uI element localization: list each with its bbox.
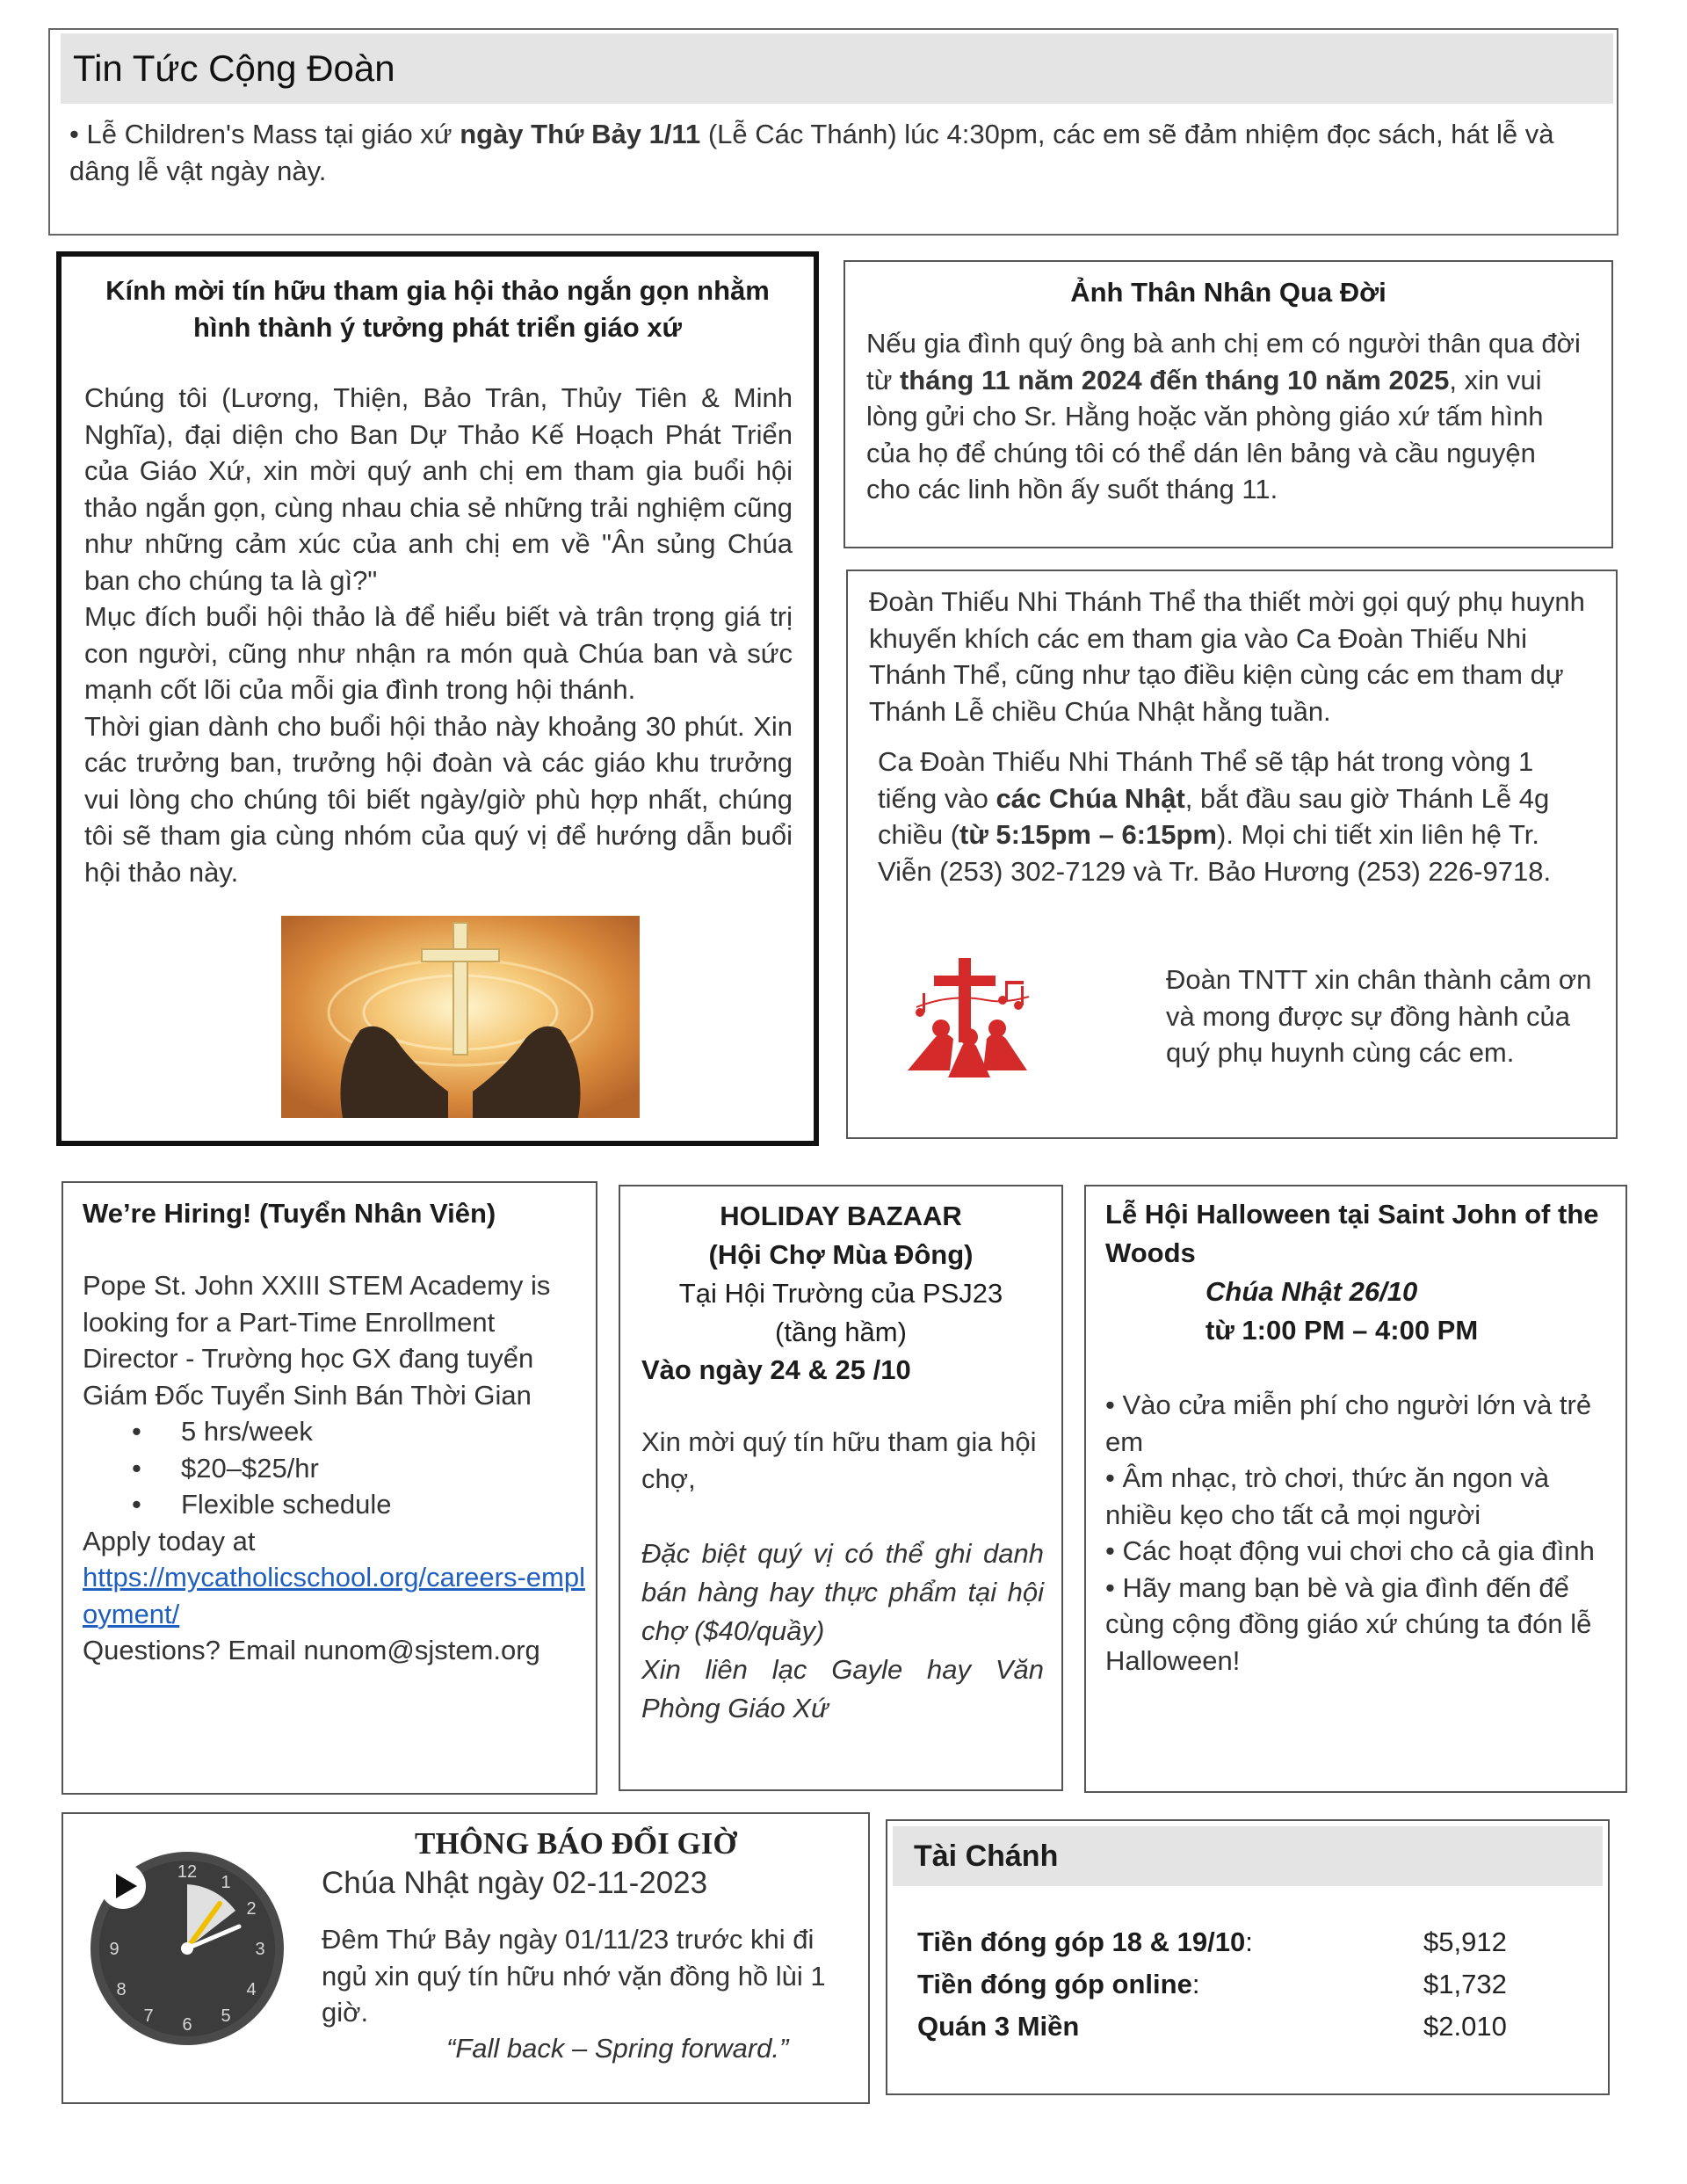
finance-value: $2.010 — [1423, 2011, 1507, 2042]
clock-number: 2 — [246, 1899, 257, 1919]
bazaar-title: HOLIDAY BAZAAR — [720, 1201, 962, 1231]
hiring-questions: Questions? Email nunom@sjstem.org — [83, 1635, 540, 1665]
hiring-apply-label: Apply today at — [83, 1525, 256, 1556]
bazaar-venue: Tại Hội Trường của PSJ23 (tầng hầm) — [678, 1278, 1003, 1347]
memorial-title: Ảnh Thân Nhân Qua Đời — [1070, 277, 1387, 308]
clock-number: 3 — [255, 1940, 265, 1959]
time-change-text: Đêm Thứ Bảy ngày 01/11/23 trước khi đi ngủ xin quý tín hữu nhớ vặn đồng hồ lùi 1 giờ. — [322, 1924, 826, 2028]
list-item: • Âm nhạc, trò chơi, thức ăn ngon và nhiều kẹo cho tất cả mọi người — [1105, 1462, 1550, 1530]
halloween-details — [1105, 1387, 1606, 1679]
memorial-photos-box — [844, 260, 1613, 548]
list-item: • Vào cửa miễn phí cho người lớn và trẻ em — [1105, 1389, 1592, 1457]
bazaar-vendor-info: Đặc biệt quý vị có thể ghi danh bán hàng hay thực phẩm tại hội chợ ($40/quầy) Xin liên lạc Gayle hay Văn Phòng Giáo Xứ — [641, 1538, 1044, 1723]
hiring-intro: Pope St. John XXIII STEM Academy is looking for a Part-Time Enrollment Director - Trường học GX đang tuyển Giám Đốc Tuyển Sinh Bán Thời Gian — [83, 1270, 551, 1411]
clock-number: 9 — [109, 1940, 119, 1959]
workshop-invitation-box — [56, 251, 819, 1146]
workshop-title: Kính mời tín hữu tham gia hội thảo ngắn gọn nhằm hình thành ý tưởng phát triển giáo xứ — [105, 275, 770, 343]
memorial-text: Nếu gia đình quý ông bà anh chị em có người thân qua đời từ tháng 11 năm 2024 đến tháng 10 năm 2025, xin vui lòng gửi cho Sr. Hằng hoặc văn phòng giáo xứ tấm hình của họ để chúng tôi có thể dán lên bảng và cầu nguyện cho các linh hồn ấy suốt tháng 11. — [866, 328, 1581, 504]
hiring-title: We’re Hiring! (Tuyển Nhân Viên) — [83, 1198, 496, 1229]
clock-icon — [88, 1849, 286, 2048]
time-change-quote: “Fall back – Spring forward.” — [446, 2033, 789, 2064]
workshop-paragraph: Mục đích buổi hội thảo là để hiểu biết và trân trọng giá trị con người, cũng như nhận ra món quà Chúa ban và sức mạnh cốt lõi của mỗi gia đình trong hội thánh. — [84, 601, 793, 705]
clock-number: 12 — [177, 1862, 198, 1882]
community-news-title: Tin Tức Cộng Đoàn — [61, 33, 1613, 104]
halloween-title: Lễ Hội Halloween tại Saint John of the Woods — [1105, 1199, 1599, 1268]
halloween-festival-box — [1084, 1185, 1627, 1793]
clock-number: 6 — [182, 2015, 192, 2035]
bazaar-header — [620, 1197, 1061, 1352]
finance-value: $5,912 — [1423, 1926, 1507, 1957]
tntt-choir-logo-icon — [899, 958, 1036, 1081]
finance-value: $1,732 — [1423, 1969, 1507, 1999]
bazaar-date: Vào ngày 24 & 25 /10 — [641, 1354, 911, 1385]
clock-number: 7 — [143, 2006, 154, 2026]
clock-number: 4 — [246, 1980, 257, 1999]
clock-number: 5 — [221, 2006, 231, 2026]
list-item: • Các hoạt động vui chơi cho cả gia đình — [1105, 1535, 1595, 1566]
cross-hands-image — [281, 916, 640, 1118]
holiday-bazaar-box — [619, 1185, 1063, 1791]
halloween-datetime: Chúa Nhật 26/10 từ 1:00 PM – 4:00 PM — [1206, 1276, 1479, 1346]
workshop-paragraph: Chúng tôi (Lương, Thiện, Bảo Trân, Thủy Tiên & Minh Nghĩa), đại diện cho Ban Dự Thảo Kế Hoạch Phát Triển của Giáo Xứ, xin mời quý anh chị em tham gia buổi hội thảo ngắn gọn, cùng nhau chia sẻ những trải nghiệm cũng như những cảm xúc của anh chị em về "Ân sủng Chúa ban cho chúng ta là gì?" — [84, 382, 793, 596]
clock-number: 1 — [221, 1873, 231, 1892]
bullet: • — [69, 119, 79, 149]
list-item: • $20–$25/hr — [181, 1450, 587, 1487]
community-news-box — [48, 28, 1618, 236]
hiring-benefits-list — [83, 1413, 587, 1523]
time-change-date: Chúa Nhật ngày 02-11-2023 — [322, 1866, 708, 1900]
list-item: • 5 hrs/week — [181, 1413, 587, 1450]
time-change-title: THÔNG BÁO ĐỔI GIỜ — [415, 1826, 737, 1861]
careers-link[interactable]: https://mycatholicschool.org/careers-employment/ — [83, 1562, 586, 1629]
list-item: • Hãy mang bạn bè và gia đình đến để cùng cộng đồng giáo xứ chúng ta đón lễ Halloween! — [1105, 1571, 1592, 1676]
bazaar-invite: Xin mời quý tín hữu tham gia hội chợ, — [641, 1426, 1037, 1494]
workshop-paragraph: Thời gian dành cho buổi hội thảo này khoảng 30 phút. Xin các trưởng ban, trưởng hội đoàn và các giáo khu trưởng vui lòng cho chúng tôi biết ngày/giờ phù hợp nhất, chúng tôi sẽ tham gia cùng nhóm của quý vị để hướng dẫn buổi hội thảo này. — [84, 710, 793, 888]
hiring-body — [83, 1267, 587, 1669]
tntt-practice-text: Ca Đoàn Thiếu Nhi Thánh Thể sẽ tập hát trong vòng 1 tiếng vào các Chúa Nhật, bắt đầu sau giờ Thánh Lễ 4g chiều (từ 5:15pm – 6:15pm). Mọi chi tiết xin liên hệ Tr. Viễn (253) 302-7129 và Tr. Bảo Hương (253) 226-9718. — [878, 746, 1552, 887]
time-change-box — [62, 1812, 870, 2104]
finance-box: Tài Chánh Tiền đóng góp 18 & 19/10: $5,912 Tiền đóng góp online: $1,732 Quán 3 Miền $2.010 — [886, 1819, 1610, 2095]
hiring-box — [62, 1181, 597, 1795]
finance-title: Tài Chánh — [893, 1826, 1603, 1886]
clock-number: 8 — [116, 1980, 127, 1999]
bazaar-subtitle: (Hội Chợ Mùa Đông) — [708, 1239, 974, 1270]
tntt-choir-box — [846, 570, 1618, 1139]
list-item: • Flexible schedule — [181, 1486, 587, 1523]
community-news-item: • Lễ Children's Mass tại giáo xứ ngày Thứ Bảy 1/11 (Lễ Các Thánh) lúc 4:30pm, các em sẽ đảm nhiệm đọc sách, hát lễ và dâng lễ vật ngày này. — [69, 119, 1554, 186]
tntt-invite-text: Đoàn Thiếu Nhi Thánh Thể tha thiết mời gọi quý phụ huynh khuyến khích các em tham gia vào Ca Đoàn Thiếu Nhi Thánh Thể, cũng như tạo điều kiện cùng các em tham dự Thánh Lễ chiều Chúa Nhật hằng tuần. — [869, 586, 1585, 727]
tntt-thanks-text: Đoàn TNTT xin chân thành cảm ơn và mong được sự đồng hành của quý phụ huynh cùng các em. — [1166, 964, 1592, 1068]
